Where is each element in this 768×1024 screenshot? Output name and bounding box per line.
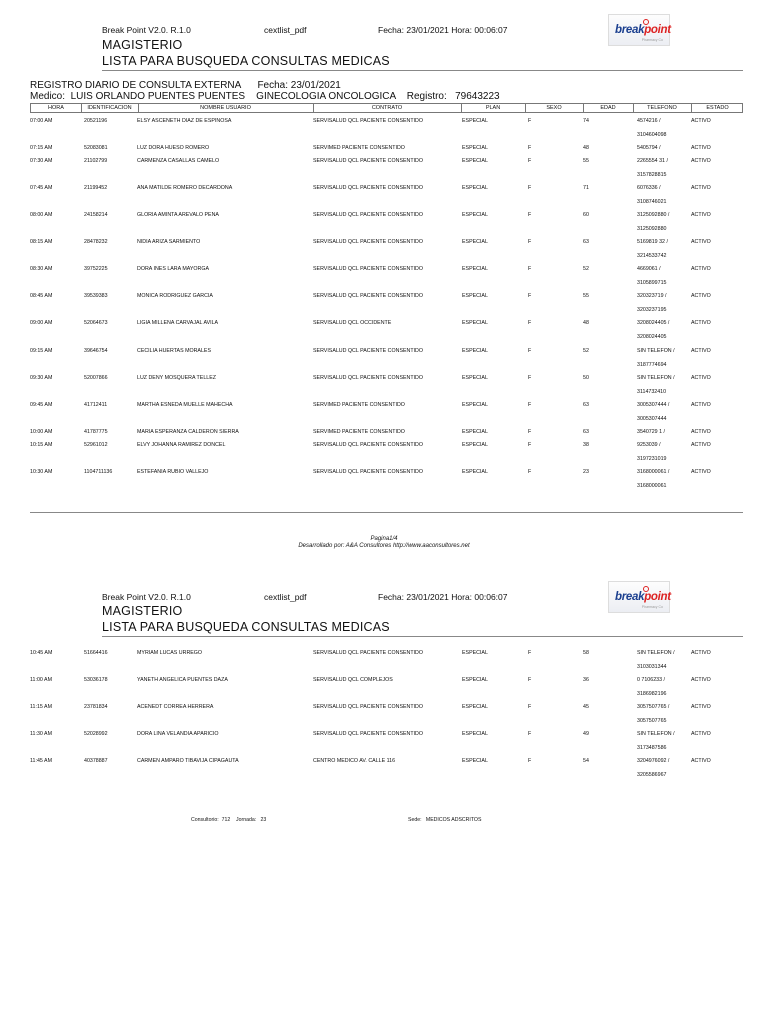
cell-plan: ESPECIAL <box>462 677 488 683</box>
cell-identificacion: 39539383 <box>84 293 108 299</box>
medico-line: Medico: LUIS ORLANDO PUENTES PUENTES GINECOLOGIA ONCOLOGICA Registro: 79643223 <box>30 91 500 102</box>
cell-hora: 10:45 AM <box>30 650 53 656</box>
cell-contrato: SERVIMED PACIENTE CONSENTIDO <box>313 145 405 151</box>
cell-telefono-alt: 3057507765 <box>637 718 667 724</box>
cell-telefono: SIN TELEFON / <box>637 375 675 381</box>
cell-contrato: SERVISALUD QCL PACIENTE CONSENTIDO <box>313 469 423 475</box>
cell-sexo: F <box>528 266 532 272</box>
cell-plan: ESPECIAL <box>462 469 488 475</box>
cell-telefono-alt: 3203237195 <box>637 307 667 313</box>
cell-telefono: 3005307444 / <box>637 402 670 408</box>
cell-identificacion: 52028992 <box>84 731 108 737</box>
cell-contrato: SERVISALUD QCL PACIENTE CONSENTIDO <box>313 158 423 164</box>
cell-edad: 48 <box>583 320 589 326</box>
cell-identificacion: 52961012 <box>84 442 108 448</box>
cell-telefono: 3540729 1 / <box>637 429 665 435</box>
cell-nombre: MYRIAM LUCAS URREGO <box>137 650 203 656</box>
cell-nombre: ACENEDT CORREA HERRERA <box>137 704 214 710</box>
app-version: Break Point V2.0. R.1.0 <box>102 25 191 35</box>
header-divider-p2 <box>102 636 743 637</box>
cell-estado: ACTIVO <box>691 293 711 299</box>
cell-estado: ACTIVO <box>691 429 711 435</box>
cell-estado: ACTIVO <box>691 758 711 764</box>
cell-nombre: DORA LINA VELANDIA APARICIO <box>137 731 219 737</box>
cell-hora: 10:30 AM <box>30 469 53 475</box>
header-divider <box>102 70 743 71</box>
cell-nombre: MONICA RODRIGUEZ GARCIA <box>137 293 213 299</box>
cell-contrato: SERVISALUD QCL PACIENTE CONSENTIDO <box>313 293 423 299</box>
cell-telefono: SIN TELEFON / <box>637 731 675 737</box>
cell-identificacion: 53036178 <box>84 677 108 683</box>
cell-sexo: F <box>528 320 532 326</box>
cell-sexo: F <box>528 677 532 683</box>
cell-sexo: F <box>528 158 532 164</box>
cell-plan: ESPECIAL <box>462 731 488 737</box>
cell-telefono-alt: 3108746021 <box>637 199 667 205</box>
cell-plan: ESPECIAL <box>462 429 488 435</box>
cell-contrato: SERVISALUD QCL COMPLEJOS <box>313 677 393 683</box>
cell-contrato: SERVISALUD QCL PACIENTE CONSENTIDO <box>313 704 423 710</box>
cell-telefono-alt: 3205586967 <box>637 772 667 778</box>
cell-edad: 55 <box>583 158 589 164</box>
cell-nombre: ANA MATILDE ROMERO DECARDONA <box>137 185 233 191</box>
cell-telefono-alt: 3105899715 <box>637 280 667 286</box>
cell-nombre: ESTEFANIA RUBIO VALLEJO <box>137 469 209 475</box>
cell-estado: ACTIVO <box>691 469 711 475</box>
cell-nombre: ELVY JOHANNA RAMIREZ DONCEL <box>137 442 226 448</box>
cell-contrato: SERVISALUD QCL OCCIDENTE <box>313 320 392 326</box>
cell-sexo: F <box>528 469 532 475</box>
cell-edad: 45 <box>583 704 589 710</box>
cell-hora: 11:15 AM <box>30 704 52 710</box>
cell-estado: ACTIVO <box>691 650 711 656</box>
cell-hora: 09:30 AM <box>30 375 53 381</box>
cell-contrato: CENTRO MEDICO AV. CALLE 116 <box>313 758 396 764</box>
col-hora: HORA <box>48 105 64 111</box>
cell-sexo: F <box>528 239 532 245</box>
cell-hora: 07:00 AM <box>30 118 53 124</box>
cell-contrato: SERVISALUD QCL PACIENTE CONSENTIDO <box>313 239 423 245</box>
cell-sexo: F <box>528 348 532 354</box>
cell-identificacion: 28478232 <box>84 239 108 245</box>
cell-plan: ESPECIAL <box>462 118 488 124</box>
cell-sexo: F <box>528 118 532 124</box>
cell-estado: ACTIVO <box>691 442 711 448</box>
cell-plan: ESPECIAL <box>462 348 488 354</box>
cell-identificacion: 21199452 <box>84 185 108 191</box>
cell-edad: 63 <box>583 402 589 408</box>
consultorio-info: Consultorio: 712 Jornada: 23 <box>191 817 267 823</box>
cell-nombre: CARMEN AMPARO TIBAVIJA CIPAGAUTA <box>137 758 239 764</box>
cell-edad: 52 <box>583 348 589 354</box>
cell-edad: 48 <box>583 145 589 151</box>
developer-credit: Desarrollado por: A&A Consultores http://www.aaconsultores.net <box>298 543 470 549</box>
cell-edad: 58 <box>583 650 589 656</box>
cell-telefono-alt: 3186982196 <box>637 691 667 697</box>
cell-identificacion: 51664416 <box>84 650 108 656</box>
cell-edad: 50 <box>583 375 589 381</box>
cell-telefono: 320323719 / <box>637 293 667 299</box>
col-edad: EDAD <box>600 105 616 111</box>
cell-contrato: SERVISALUD QCL PACIENTE CONSENTIDO <box>313 266 423 272</box>
cell-edad: 55 <box>583 293 589 299</box>
cell-estado: ACTIVO <box>691 185 711 191</box>
cell-nombre: MARTHA ESNEDA MUELLE MAHECHA <box>137 402 233 408</box>
cell-nombre: LUZ DORA HUESO ROMERO <box>137 145 210 151</box>
cell-telefono-alt: 3005307444 <box>637 416 667 422</box>
cell-sexo: F <box>528 185 532 191</box>
cell-nombre: NIDIA ARIZA SARMIENTO <box>137 239 201 245</box>
cell-plan: ESPECIAL <box>462 145 488 151</box>
cell-plan: ESPECIAL <box>462 650 488 656</box>
cell-hora: 09:15 AM <box>30 348 53 354</box>
cell-telefono-alt: 3214533742 <box>637 253 667 259</box>
cell-telefono: 0 7106233 / <box>637 677 665 683</box>
cell-contrato: SERVISALUD QCL PACIENTE CONSENTIDO <box>313 442 423 448</box>
cell-nombre: GLORIA AMINTA AREVALO PENA <box>137 212 219 218</box>
cell-telefono: 2265554 31 / <box>637 158 668 164</box>
cell-identificacion: 39646754 <box>84 348 108 354</box>
cell-telefono: 4574216 / <box>637 118 661 124</box>
cell-identificacion: 21102799 <box>84 158 108 164</box>
cell-estado: ACTIVO <box>691 731 711 737</box>
cell-estado: ACTIVO <box>691 266 711 272</box>
cell-edad: 52 <box>583 266 589 272</box>
col-contrato: CONTRATO <box>371 105 403 111</box>
cell-telefono: 3208024405 / <box>637 320 670 326</box>
org-name: MAGISTERIO <box>102 38 183 52</box>
cell-nombre: MARIA ESPERANZA CALDERON SIERRA <box>137 429 239 435</box>
table-header <box>30 103 743 113</box>
cell-estado: ACTIVO <box>691 145 711 151</box>
col-estado: ESTADO <box>706 105 729 111</box>
cell-sexo: F <box>528 145 532 151</box>
cell-edad: 38 <box>583 442 589 448</box>
cell-edad: 54 <box>583 758 589 764</box>
cell-hora: 08:45 AM <box>30 293 53 299</box>
page-number: Pagina1/4 <box>370 536 398 542</box>
cell-sexo: F <box>528 731 532 737</box>
cell-telefono-alt: 3125092880 <box>637 226 667 232</box>
cell-hora: 09:45 AM <box>30 402 53 408</box>
cell-hora: 08:30 AM <box>30 266 53 272</box>
cell-hora: 08:00 AM <box>30 212 53 218</box>
cell-sexo: F <box>528 293 532 299</box>
cell-edad: 23 <box>583 469 589 475</box>
cell-contrato: SERVIMED PACIENTE CONSENTIDO <box>313 402 405 408</box>
cell-estado: ACTIVO <box>691 239 711 245</box>
cell-telefono-alt: 3197231019 <box>637 456 667 462</box>
report-datetime: Fecha: 23/01/2021 Hora: 00:06:07 <box>378 25 508 35</box>
cell-nombre: DORA INES LARA MAYORGA <box>137 266 210 272</box>
cell-sexo: F <box>528 704 532 710</box>
cell-hora: 10:15 AM <box>30 442 53 448</box>
cell-telefono-alt: 3103031344 <box>637 664 667 670</box>
cell-plan: ESPECIAL <box>462 293 488 299</box>
cell-nombre: YANETH ANGELICA PUENTES DAZA <box>137 677 228 683</box>
cell-telefono: 3204976092 / <box>637 758 670 764</box>
report-title: LISTA PARA BUSQUEDA CONSULTAS MEDICAS <box>102 54 390 68</box>
cell-telefono: 5405794 / <box>637 145 661 151</box>
registro-line: REGISTRO DIARIO DE CONSULTA EXTERNA Fecha: 23/01/2021 <box>30 80 341 91</box>
cell-identificacion: 41712411 <box>84 402 108 408</box>
app-version-p2: Break Point V2.0. R.1.0 <box>102 592 191 602</box>
report-code-p2: cextlist_pdf <box>264 592 307 602</box>
org-name-p2: MAGISTERIO <box>102 604 183 618</box>
cell-telefono: SIN TELEFON / <box>637 650 675 656</box>
cell-contrato: SERVISALUD QCL PACIENTE CONSENTIDO <box>313 375 423 381</box>
cell-edad: 71 <box>583 185 589 191</box>
page1-bottom-divider <box>30 512 743 513</box>
cell-identificacion: 52083081 <box>84 145 108 151</box>
cell-telefono-alt: 3187774694 <box>637 362 667 368</box>
cell-identificacion: 39752225 <box>84 266 108 272</box>
cell-estado: ACTIVO <box>691 320 711 326</box>
breakpoint-logo-p2: breakpoint Pharmacy Co <box>608 581 670 613</box>
report-datetime-p2: Fecha: 23/01/2021 Hora: 00:06:07 <box>378 592 508 602</box>
cell-telefono-alt: 3114732410 <box>637 389 667 395</box>
cell-sexo: F <box>528 442 532 448</box>
cell-contrato: SERVIMED PACIENTE CONSENTIDO <box>313 429 405 435</box>
cell-plan: ESPECIAL <box>462 402 488 408</box>
cell-contrato: SERVISALUD QCL PACIENTE CONSENTIDO <box>313 348 423 354</box>
cell-estado: ACTIVO <box>691 704 711 710</box>
cell-edad: 63 <box>583 429 589 435</box>
breakpoint-logo: breakpoint Pharmacy Co <box>608 14 670 46</box>
cell-identificacion: 20521196 <box>84 118 108 124</box>
cell-sexo: F <box>528 650 532 656</box>
cell-contrato: SERVISALUD QCL PACIENTE CONSENTIDO <box>313 650 423 656</box>
cell-contrato: SERVISALUD QCL PACIENTE CONSENTIDO <box>313 118 423 124</box>
cell-plan: ESPECIAL <box>462 239 488 245</box>
cell-identificacion: 1104711136 <box>84 469 113 475</box>
cell-edad: 36 <box>583 677 589 683</box>
cell-hora: 11:45 AM <box>30 758 52 764</box>
cell-sexo: F <box>528 212 532 218</box>
cell-telefono-alt: 3208024405 <box>637 334 667 340</box>
cell-hora: 07:15 AM <box>30 145 53 151</box>
cell-identificacion: 52064673 <box>84 320 108 326</box>
col-identificacion: IDENTIFICACION <box>87 105 132 111</box>
col-sexo: SEXO <box>546 105 562 111</box>
cell-telefono: 6076336 / <box>637 185 661 191</box>
cell-plan: ESPECIAL <box>462 442 488 448</box>
cell-telefono: 5169819 32 / <box>637 239 668 245</box>
cell-estado: ACTIVO <box>691 212 711 218</box>
col-nombre: NOMBRE USUARIO <box>200 105 251 111</box>
cell-contrato: SERVISALUD QCL PACIENTE CONSENTIDO <box>313 185 423 191</box>
cell-contrato: SERVISALUD QCL PACIENTE CONSENTIDO <box>313 212 423 218</box>
cell-sexo: F <box>528 402 532 408</box>
cell-estado: ACTIVO <box>691 402 711 408</box>
cell-telefono: 4669061 / <box>637 266 661 272</box>
cell-edad: 63 <box>583 239 589 245</box>
cell-identificacion: 40378887 <box>84 758 108 764</box>
cell-hora: 11:00 AM <box>30 677 52 683</box>
cell-telefono: 3057507765 / <box>637 704 670 710</box>
cell-telefono: 9253039 / <box>637 442 661 448</box>
cell-nombre: CECILIA HUERTAS MORALES <box>137 348 211 354</box>
cell-hora: 08:15 AM <box>30 239 53 245</box>
cell-plan: ESPECIAL <box>462 212 488 218</box>
cell-edad: 60 <box>583 212 589 218</box>
sede-info: Sede: MEDICOS ADSCRITOS <box>408 817 482 823</box>
cell-plan: ESPECIAL <box>462 266 488 272</box>
cell-hora: 09:00 AM <box>30 320 53 326</box>
cell-nombre: LIGIA MILLENA CARVAJAL AVILA <box>137 320 219 326</box>
cell-identificacion: 41787775 <box>84 429 108 435</box>
cell-edad: 49 <box>583 731 589 737</box>
cell-estado: ACTIVO <box>691 375 711 381</box>
cell-nombre: ELSY ASCENETH DIAZ DE ESPINOSA <box>137 118 232 124</box>
cell-hora: 07:45 AM <box>30 185 53 191</box>
cell-estado: ACTIVO <box>691 118 711 124</box>
cell-sexo: F <box>528 758 532 764</box>
cell-sexo: F <box>528 375 532 381</box>
cell-telefono-alt: 3168000061 <box>637 483 667 489</box>
cell-estado: ACTIVO <box>691 348 711 354</box>
cell-estado: ACTIVO <box>691 158 711 164</box>
cell-identificacion: 23781834 <box>84 704 108 710</box>
cell-edad: 74 <box>583 118 589 124</box>
col-telefono: TELEFONO <box>647 105 677 111</box>
report-title-p2: LISTA PARA BUSQUEDA CONSULTAS MEDICAS <box>102 620 390 634</box>
cell-telefono: SIN TELEFON / <box>637 348 675 354</box>
cell-plan: ESPECIAL <box>462 158 488 164</box>
cell-plan: ESPECIAL <box>462 704 488 710</box>
cell-telefono: 3168000061 / <box>637 469 670 475</box>
cell-plan: ESPECIAL <box>462 320 488 326</box>
cell-estado: ACTIVO <box>691 677 711 683</box>
cell-telefono: 3125092880 / <box>637 212 670 218</box>
cell-plan: ESPECIAL <box>462 375 488 381</box>
cell-hora: 10:00 AM <box>30 429 53 435</box>
cell-plan: ESPECIAL <box>462 185 488 191</box>
col-plan: PLAN <box>485 105 501 111</box>
cell-nombre: LUZ DENY MOSQUERA TELLEZ <box>137 375 216 381</box>
cell-telefono-alt: 3157828815 <box>637 172 667 178</box>
cell-nombre: CARMENZA CASALLAS CAMELO <box>137 158 220 164</box>
cell-contrato: SERVISALUD QCL PACIENTE CONSENTIDO <box>313 731 423 737</box>
cell-plan: ESPECIAL <box>462 758 488 764</box>
cell-telefono-alt: 3173487586 <box>637 745 667 751</box>
cell-hora: 07:30 AM <box>30 158 53 164</box>
cell-hora: 11:30 AM <box>30 731 52 737</box>
cell-identificacion: 24158214 <box>84 212 108 218</box>
cell-sexo: F <box>528 429 532 435</box>
report-code: cextlist_pdf <box>264 25 307 35</box>
cell-telefono-alt: 3104604098 <box>637 132 667 138</box>
cell-identificacion: 52007866 <box>84 375 108 381</box>
